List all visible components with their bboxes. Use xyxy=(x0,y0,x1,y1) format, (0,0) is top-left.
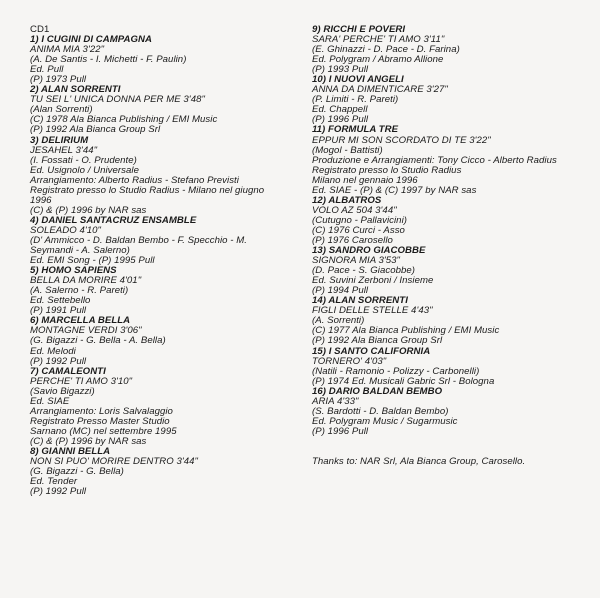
track-detail-line: (P) 1994 Pull xyxy=(312,285,369,297)
track-detail-line: Ed. Usignolo / Universale xyxy=(30,164,139,176)
track-title: 8) GIANNI BELLA xyxy=(30,445,111,457)
track-detail-line: Ed. Tender xyxy=(30,476,78,488)
track-detail-line: SOLEADO 4'10" xyxy=(30,224,101,236)
track-detail-line: (D. Pace - S. Giacobbe) xyxy=(312,265,415,277)
track-detail-line: 1996 xyxy=(30,194,52,206)
track-detail-line: Registrato presso lo Studio Radius xyxy=(312,164,462,176)
track-detail-line: PERCHE' TI AMO 3'10" xyxy=(30,375,133,387)
track-detail-line: (C) 1977 Ala Bianca Publishing / EMI Music xyxy=(312,325,500,337)
track-entry xyxy=(30,85,264,135)
track-detail-line: (Natili - Ramonio - Polizzy - Carbonelli) xyxy=(312,365,480,377)
track-detail-line: MONTAGNE VERDI 3'06" xyxy=(30,325,142,337)
track-entry xyxy=(30,216,264,266)
track-detail-line: ANIMA MIA 3'22" xyxy=(30,44,105,56)
track-detail-line: (P) 1992 Pull xyxy=(30,355,87,367)
track-detail-line: Ed. Settebello xyxy=(30,295,91,307)
track-detail-line: (G. Bigazzi - G. Bella) xyxy=(30,466,124,478)
track-detail-line: TORNERO' 4'03" xyxy=(312,355,387,367)
track-detail-line: Ed. Chappell xyxy=(312,104,368,116)
track-title: 1) I CUGINI DI CAMPAGNA xyxy=(30,34,152,46)
track-detail-line: (P) 1976 Carosello xyxy=(312,234,393,246)
track-detail-line: Ed. Suvini Zerboni / Insieme xyxy=(312,275,434,287)
track-detail-line: (I. Fossati - O. Prudente) xyxy=(30,154,137,166)
track-entry xyxy=(312,246,557,296)
track-title: 11) FORMULA TRE xyxy=(312,124,399,136)
track-title: 5) HOMO SAPIENS xyxy=(30,265,117,277)
track-entry xyxy=(30,266,264,316)
track-entry xyxy=(312,347,557,387)
track-detail-line: (S. Bardotti - D. Baldan Bembo) xyxy=(312,405,449,417)
track-entry xyxy=(312,125,557,195)
track-title: 13) SANDRO GIACOBBE xyxy=(312,245,426,257)
track-detail-line: (P. Limiti - R. Pareti) xyxy=(312,94,399,106)
track-title: 7) CAMALEONTI xyxy=(30,365,106,377)
track-detail-line: Registrato Presso Master Studio xyxy=(30,415,170,427)
track-title: 12) ALBATROS xyxy=(312,194,382,206)
track-detail-line: (Savio Bigazzi) xyxy=(30,385,95,397)
track-detail-line: Ed. Polygram Music / Sugarmusic xyxy=(312,415,458,427)
track-detail-line: (C) & (P) 1996 by NAR sas xyxy=(30,204,147,216)
track-detail-line: Ed. SIAE - (P) & (C) 1997 by NAR sas xyxy=(312,184,477,196)
track-detail-line: Ed. Melodi xyxy=(30,345,76,357)
track-title: 4) DANIEL SANTACRUZ ENSAMBLE xyxy=(30,214,197,226)
track-entry xyxy=(312,75,557,125)
track-detail-line: (Cutugno - Pallavicini) xyxy=(312,214,407,226)
track-detail-line: JESAHEL 3'44" xyxy=(30,144,98,156)
track-detail-line: FIGLI DELLE STELLE 4'43" xyxy=(312,305,433,317)
track-detail-line: (P) 1996 Pull xyxy=(312,425,369,437)
track-title: 14) ALAN SORRENTI xyxy=(312,295,408,307)
track-detail-line: Arrangiamento: Alberto Radius - Stefano Previsti xyxy=(30,174,239,186)
track-detail-line: VOLO AZ 504 3'44" xyxy=(312,204,397,216)
track-detail-line: Ed. Pull xyxy=(30,64,64,76)
track-detail-line: Seymandi - A. Salerno) xyxy=(30,245,130,257)
track-list-left xyxy=(30,35,264,497)
track-detail-line: (P) 1992 Ala Bianca Group Srl xyxy=(30,124,161,136)
track-detail-line: Ed. Polygram / Abramo Allione xyxy=(312,54,444,66)
track-title: 2) ALAN SORRENTI xyxy=(30,84,121,96)
track-detail-line: Arrangiamento: Loris Salvalaggio xyxy=(30,405,173,417)
track-detail-line: NON SI PUO' MORIRE DENTRO 3'44" xyxy=(30,456,199,468)
disc-label: CD1 xyxy=(30,24,50,35)
track-detail-line: (Alan Sorrenti) xyxy=(30,104,93,116)
track-detail-line: SARA' PERCHE' TI AMO 3'11" xyxy=(312,34,445,46)
track-title: 3) DELIRIUM xyxy=(30,134,89,146)
track-detail-line: Ed. EMI Song - (P) 1995 Pull xyxy=(30,255,155,267)
track-detail-line: (A. Salerno - R. Pareti) xyxy=(30,285,129,297)
track-entry xyxy=(30,367,264,447)
track-detail-line: (P) 1974 Ed. Musicali Gabric Srl - Bologna xyxy=(312,375,495,387)
track-list-right xyxy=(312,25,557,437)
track-entry xyxy=(312,296,557,346)
right-column xyxy=(312,25,557,467)
track-detail-line: (P) 1992 Pull xyxy=(30,486,87,498)
track-detail-line: Milano nel gennaio 1996 xyxy=(312,174,418,186)
track-title: 9) RICCHI E POVERI xyxy=(312,24,406,35)
track-detail-line: (A. De Santis - I. Michetti - F. Paulin) xyxy=(30,54,187,66)
track-detail-line: TU SEI L' UNICA DONNA PER ME 3'48" xyxy=(30,94,205,106)
track-detail-line: (P) 1992 Ala Bianca Group Srl xyxy=(312,335,443,347)
track-title: 16) DARIO BALDAN BEMBO xyxy=(312,385,443,397)
track-detail-line: (A. Sorrenti) xyxy=(312,315,365,327)
track-entry xyxy=(30,35,264,85)
track-detail-line: (C) & (P) 1996 by NAR sas xyxy=(30,435,147,447)
track-detail-line: (D' Ammicco - D. Baldan Bembo - F. Specchio - M. xyxy=(30,234,247,246)
track-detail-line: Ed. SIAE xyxy=(30,395,70,407)
track-entry xyxy=(312,25,557,75)
track-title: 15) I SANTO CALIFORNIA xyxy=(312,345,431,357)
track-entry xyxy=(30,136,264,216)
track-detail-line: (Mogol - Battisti) xyxy=(312,144,383,156)
track-detail-line: EPPUR MI SON SCORDATO DI TE 3'22" xyxy=(312,134,491,146)
track-detail-line: (P) 1996 Pull xyxy=(312,114,369,126)
track-detail-line: SIGNORA MIA 3'53" xyxy=(312,255,401,267)
track-detail-line: (P) 1991 Pull xyxy=(30,305,87,317)
track-detail-line: (G. Bigazzi - G. Bella - A. Bella) xyxy=(30,335,166,347)
track-title: 10) I NUOVI ANGELI xyxy=(312,74,404,86)
track-detail-line: ARIA 4'33" xyxy=(312,395,359,407)
track-detail-line: BELLA DA MORIRE 4'01" xyxy=(30,275,142,287)
track-title: 6) MARCELLA BELLA xyxy=(30,315,131,327)
track-detail-line: (P) 1973 Pull xyxy=(30,74,87,86)
track-detail-line: ANNA DA DIMENTICARE 3'27" xyxy=(312,84,448,96)
track-entry xyxy=(312,387,557,437)
track-detail-line: Registrato presso lo Studio Radius - Milano nel giugno xyxy=(30,184,265,196)
thanks-note: Thanks to: NAR Srl, Ala Bianca Group, Carosello. xyxy=(312,455,526,467)
track-detail-line: Produzione e Arrangiamenti: Tony Cicco - Alberto Radius xyxy=(312,154,557,166)
track-detail-line: (E. Ghinazzi - D. Pace - D. Farina) xyxy=(312,44,460,56)
track-detail-line: (C) 1976 Curci - Asso xyxy=(312,224,405,236)
track-entry xyxy=(30,316,264,366)
track-detail-line: (C) 1978 Ala Bianca Publishing / EMI Music xyxy=(30,114,218,126)
track-entry xyxy=(312,196,557,246)
track-detail-line: (P) 1993 Pull xyxy=(312,64,369,76)
left-column xyxy=(30,25,264,497)
track-detail-line: Sarnano (MC) nel settembre 1995 xyxy=(30,425,177,437)
track-entry xyxy=(30,447,264,497)
